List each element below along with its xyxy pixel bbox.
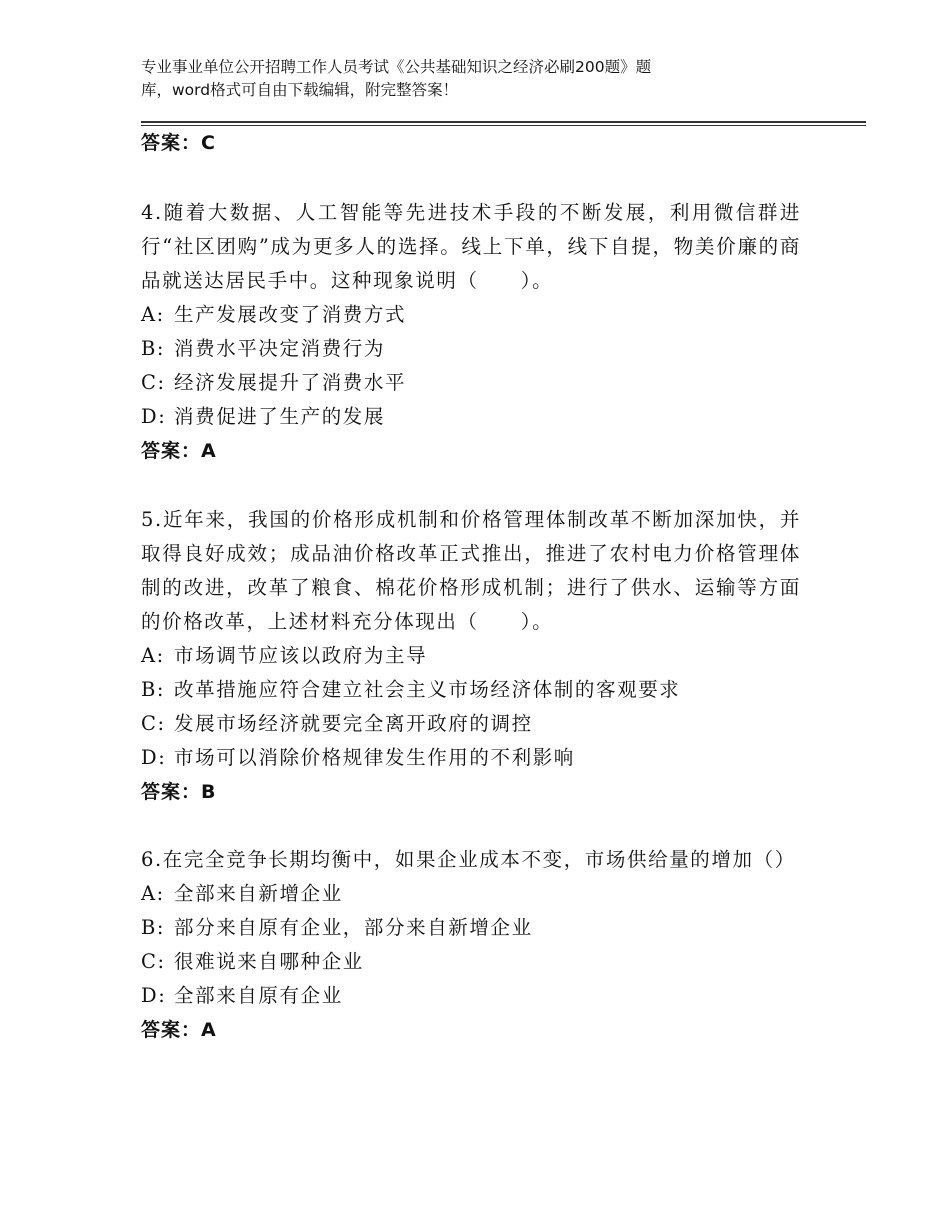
option-d [141, 400, 801, 434]
question-stem: 4.随着大数据、人工智能等先进技术手段的不断发展，利用微信群进行“社区团购”成为更多人的选择。线上下单，线下自提，物美价廉的商品就送达居民手中。这种现象说明（ ）。 [141, 201, 801, 292]
option-key: D: [141, 405, 167, 428]
option-key: C: [141, 712, 166, 735]
option-b [141, 911, 801, 945]
header-rule-thin [141, 125, 866, 126]
option-key: A: [141, 882, 165, 905]
option-c [141, 945, 801, 979]
question-stem: 5.近年来，我国的价格形成机制和价格管理体制改革不断加深加快，并取得良好成效；成品油价格改革正式推出，推进了农村电力价格管理体制的改进，改革了粮食、棉花价格形成机制；进行了供水、运输等方面的价格改革，上述材料充分体现出（ ）。 [141, 508, 801, 633]
question-4 [141, 196, 801, 468]
option-key: C: [141, 371, 166, 394]
option-a [141, 298, 801, 332]
option-text: 市场调节应该以政府为主导 [174, 644, 428, 667]
header-title-line-2: 库，word格式可自由下载编辑，附完整答案！ [141, 81, 459, 99]
answer-label: 答案： [141, 1019, 202, 1041]
question-5 [141, 503, 801, 809]
answer-value: A [201, 440, 217, 462]
document-header [141, 56, 781, 102]
option-text: 部分来自原有企业，部分来自新增企业 [174, 916, 533, 939]
option-text: 全部来自原有企业 [174, 984, 343, 1007]
answer-label: 答案： [141, 132, 202, 154]
question-6 [141, 843, 801, 1047]
option-key: B: [141, 337, 166, 360]
answer-value: C [201, 132, 216, 154]
option-text: 市场可以消除价格规律发生作用的不利影响 [174, 746, 575, 769]
question-answer [141, 1013, 801, 1047]
question-answer [141, 434, 801, 468]
answer-label: 答案： [141, 440, 202, 462]
option-text: 消费水平决定消费行为 [174, 337, 386, 360]
option-key: B: [141, 678, 166, 701]
question-answer [141, 775, 801, 809]
option-c [141, 366, 801, 400]
answer-label: 答案： [141, 781, 202, 803]
header-title-line-1: 专业事业单位公开招聘工作人员考试《公共基础知识之经济必刷200题》题 [141, 58, 652, 76]
option-text: 很难说来自哪种企业 [174, 950, 364, 973]
answer-value: A [201, 1019, 217, 1041]
option-b [141, 332, 801, 366]
header-rule-thick [141, 121, 866, 123]
option-a [141, 877, 801, 911]
option-a [141, 639, 801, 673]
answer-value: B [201, 781, 217, 803]
option-text: 消费促进了生产的发展 [174, 405, 386, 428]
option-key: D: [141, 746, 167, 769]
option-text: 经济发展提升了消费水平 [174, 371, 407, 394]
option-key: C: [141, 950, 166, 973]
option-key: A: [141, 303, 165, 326]
option-key: D: [141, 984, 167, 1007]
option-text: 生产发展改变了消费方式 [174, 303, 407, 326]
option-d [141, 979, 801, 1013]
option-c [141, 707, 801, 741]
question-stem: 6.在完全竞争长期均衡中，如果企业成本不变，市场供给量的增加（） [141, 848, 796, 871]
option-d [141, 741, 801, 775]
option-text: 全部来自新增企业 [174, 882, 343, 905]
option-text: 发展市场经济就要完全离开政府的调控 [174, 712, 533, 735]
option-key: A: [141, 644, 165, 667]
option-text: 改革措施应符合建立社会主义市场经济体制的客观要求 [174, 678, 681, 701]
option-b [141, 673, 801, 707]
option-key: B: [141, 916, 166, 939]
previous-answer [141, 131, 216, 155]
